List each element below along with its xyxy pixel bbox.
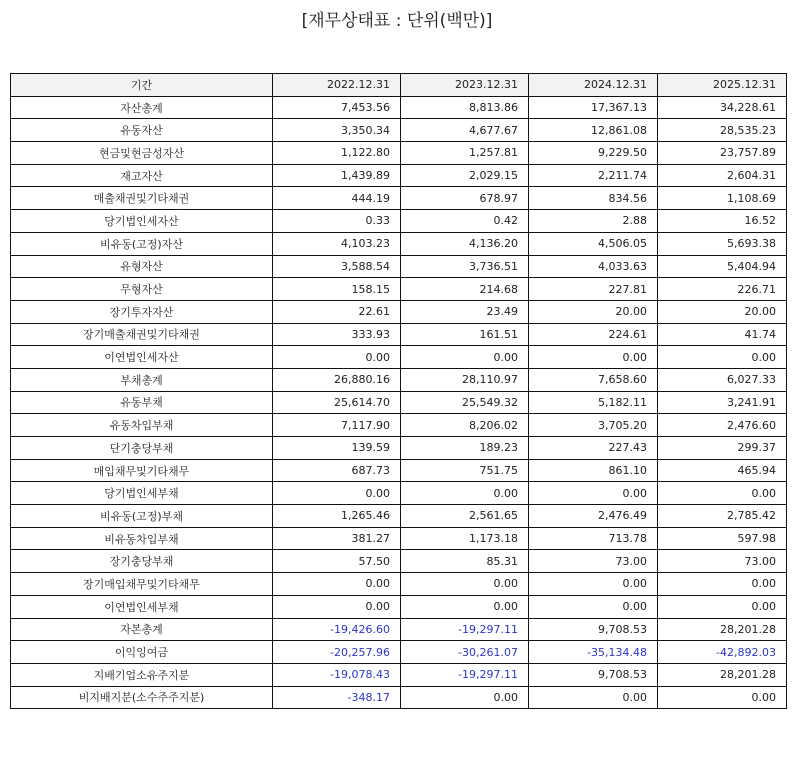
row-label: 비유동차입부채 [11, 527, 273, 550]
value-2025: 2,785.42 [658, 505, 787, 528]
value-2025: 597.98 [658, 527, 787, 550]
value-2023: 28,110.97 [401, 368, 529, 391]
value-2023: 1,173.18 [401, 527, 529, 550]
row-label: 유형자산 [11, 255, 273, 278]
value-2023: 2,561.65 [401, 505, 529, 528]
value-2024: 861.10 [529, 459, 658, 482]
table-row [11, 686, 787, 709]
value-2023: 8,206.02 [401, 414, 529, 437]
value-2024: 73.00 [529, 550, 658, 573]
table-row [11, 96, 787, 119]
value-2025: 0.00 [658, 346, 787, 369]
row-label: 무형자산 [11, 278, 273, 301]
row-label: 장기충당부채 [11, 550, 273, 573]
value-2023: 0.00 [401, 573, 529, 596]
value-2023: 23.49 [401, 300, 529, 323]
table-body [11, 96, 787, 709]
value-2023: -30,261.07 [401, 641, 529, 664]
value-2023: 0.00 [401, 595, 529, 618]
value-2022: 25,614.70 [273, 391, 401, 414]
value-2025: 2,476.60 [658, 414, 787, 437]
value-2023: 161.51 [401, 323, 529, 346]
table-row [11, 595, 787, 618]
value-2024: 2,211.74 [529, 164, 658, 187]
header-2023: 2023.12.31 [401, 74, 529, 97]
row-label: 자본총계 [11, 618, 273, 641]
row-label: 단기충당부채 [11, 437, 273, 460]
value-2025: 73.00 [658, 550, 787, 573]
value-2022: 158.15 [273, 278, 401, 301]
value-2023: 4,136.20 [401, 232, 529, 255]
row-label: 현금및현금성자산 [11, 142, 273, 165]
row-label: 장기투자자산 [11, 300, 273, 323]
value-2025: 5,404.94 [658, 255, 787, 278]
value-2023: 751.75 [401, 459, 529, 482]
value-2025: 226.71 [658, 278, 787, 301]
row-label: 당기법인세부채 [11, 482, 273, 505]
value-2024: 227.81 [529, 278, 658, 301]
value-2023: 2,029.15 [401, 164, 529, 187]
table-row [11, 164, 787, 187]
value-2022: 1,439.89 [273, 164, 401, 187]
value-2025: 28,201.28 [658, 663, 787, 686]
table-row [11, 346, 787, 369]
value-2024: 9,708.53 [529, 618, 658, 641]
table-row [11, 232, 787, 255]
table-row [11, 550, 787, 573]
value-2024: 224.61 [529, 323, 658, 346]
value-2024: 2.88 [529, 210, 658, 233]
value-2022: 22.61 [273, 300, 401, 323]
table-row [11, 119, 787, 142]
value-2023: 85.31 [401, 550, 529, 573]
value-2024: 4,506.05 [529, 232, 658, 255]
value-2024: 0.00 [529, 595, 658, 618]
table-row [11, 437, 787, 460]
value-2024: 4,033.63 [529, 255, 658, 278]
table-row [11, 187, 787, 210]
value-2022: 1,265.46 [273, 505, 401, 528]
row-label: 당기법인세자산 [11, 210, 273, 233]
row-label: 장기매입채무및기타채무 [11, 573, 273, 596]
table-row [11, 573, 787, 596]
value-2024: 5,182.11 [529, 391, 658, 414]
table-row [11, 618, 787, 641]
table-row [11, 142, 787, 165]
value-2022: 3,350.34 [273, 119, 401, 142]
value-2022: 0.33 [273, 210, 401, 233]
value-2023: 8,813.86 [401, 96, 529, 119]
value-2025: 20.00 [658, 300, 787, 323]
table-row [11, 459, 787, 482]
value-2022: -20,257.96 [273, 641, 401, 664]
table-row [11, 663, 787, 686]
row-label: 비유동(고정)부채 [11, 505, 273, 528]
row-label: 이연법인세자산 [11, 346, 273, 369]
value-2025: 0.00 [658, 573, 787, 596]
value-2024: -35,134.48 [529, 641, 658, 664]
balance-sheet-table [10, 73, 787, 709]
value-2023: 0.00 [401, 346, 529, 369]
row-label: 비지배지분(소수주주지분) [11, 686, 273, 709]
table-header-row [11, 74, 787, 97]
row-label: 매출채권및기타채권 [11, 187, 273, 210]
value-2022: 26,880.16 [273, 368, 401, 391]
value-2022: 0.00 [273, 573, 401, 596]
table-row [11, 255, 787, 278]
value-2024: 0.00 [529, 346, 658, 369]
value-2024: 3,705.20 [529, 414, 658, 437]
table-row [11, 505, 787, 528]
value-2025: 28,535.23 [658, 119, 787, 142]
row-label: 자산총계 [11, 96, 273, 119]
value-2024: 9,708.53 [529, 663, 658, 686]
row-label: 이익잉여금 [11, 641, 273, 664]
page-title: [재무상태표 : 단위(백만)] [301, 11, 493, 31]
table-row [11, 368, 787, 391]
value-2023: -19,297.11 [401, 663, 529, 686]
value-2024: 713.78 [529, 527, 658, 550]
value-2022: 0.00 [273, 482, 401, 505]
table-row [11, 323, 787, 346]
row-label: 유동자산 [11, 119, 273, 142]
value-2025: 16.52 [658, 210, 787, 233]
value-2024: 9,229.50 [529, 142, 658, 165]
value-2025: -42,892.03 [658, 641, 787, 664]
value-2022: 3,588.54 [273, 255, 401, 278]
header-period: 기간 [11, 74, 273, 97]
value-2024: 12,861.08 [529, 119, 658, 142]
value-2025: 28,201.28 [658, 618, 787, 641]
table-row [11, 527, 787, 550]
value-2025: 6,027.33 [658, 368, 787, 391]
value-2023: 3,736.51 [401, 255, 529, 278]
value-2025: 299.37 [658, 437, 787, 460]
table-row [11, 300, 787, 323]
row-label: 이연법인세부채 [11, 595, 273, 618]
table-row [11, 482, 787, 505]
value-2023: 678.97 [401, 187, 529, 210]
value-2023: 25,549.32 [401, 391, 529, 414]
value-2025: 2,604.31 [658, 164, 787, 187]
table-row [11, 391, 787, 414]
value-2022: 4,103.23 [273, 232, 401, 255]
value-2024: 227.43 [529, 437, 658, 460]
value-2023: 189.23 [401, 437, 529, 460]
table-row [11, 641, 787, 664]
value-2023: 0.42 [401, 210, 529, 233]
row-label: 재고자산 [11, 164, 273, 187]
value-2022: 687.73 [273, 459, 401, 482]
value-2024: 20.00 [529, 300, 658, 323]
table-row [11, 278, 787, 301]
value-2022: 0.00 [273, 595, 401, 618]
value-2022: 57.50 [273, 550, 401, 573]
value-2023: 0.00 [401, 482, 529, 505]
value-2023: 214.68 [401, 278, 529, 301]
value-2025: 0.00 [658, 595, 787, 618]
value-2024: 834.56 [529, 187, 658, 210]
row-label: 부채총계 [11, 368, 273, 391]
value-2024: 0.00 [529, 482, 658, 505]
value-2024: 0.00 [529, 686, 658, 709]
value-2023: 1,257.81 [401, 142, 529, 165]
value-2022: -19,426.60 [273, 618, 401, 641]
value-2025: 34,228.61 [658, 96, 787, 119]
header-2024: 2024.12.31 [529, 74, 658, 97]
value-2024: 17,367.13 [529, 96, 658, 119]
row-label: 유동차입부채 [11, 414, 273, 437]
value-2023: 0.00 [401, 686, 529, 709]
row-label: 유동부채 [11, 391, 273, 414]
row-label: 장기매출채권및기타채권 [11, 323, 273, 346]
table-row [11, 210, 787, 233]
header-2022: 2022.12.31 [273, 74, 401, 97]
value-2025: 1,108.69 [658, 187, 787, 210]
value-2024: 7,658.60 [529, 368, 658, 391]
row-label: 매입채무및기타채무 [11, 459, 273, 482]
value-2023: -19,297.11 [401, 618, 529, 641]
value-2022: -348.17 [273, 686, 401, 709]
value-2025: 5,693.38 [658, 232, 787, 255]
value-2025: 0.00 [658, 482, 787, 505]
value-2022: -19,078.43 [273, 663, 401, 686]
value-2025: 465.94 [658, 459, 787, 482]
table-row [11, 414, 787, 437]
header-2025: 2025.12.31 [658, 74, 787, 97]
row-label: 비유동(고정)자산 [11, 232, 273, 255]
value-2024: 0.00 [529, 573, 658, 596]
value-2024: 2,476.49 [529, 505, 658, 528]
value-2022: 0.00 [273, 346, 401, 369]
value-2022: 333.93 [273, 323, 401, 346]
value-2025: 41.74 [658, 323, 787, 346]
value-2022: 1,122.80 [273, 142, 401, 165]
value-2025: 0.00 [658, 686, 787, 709]
value-2022: 7,117.90 [273, 414, 401, 437]
value-2025: 3,241.91 [658, 391, 787, 414]
row-label: 지배기업소유주지분 [11, 663, 273, 686]
value-2022: 139.59 [273, 437, 401, 460]
value-2023: 4,677.67 [401, 119, 529, 142]
value-2022: 444.19 [273, 187, 401, 210]
value-2022: 7,453.56 [273, 96, 401, 119]
value-2025: 23,757.89 [658, 142, 787, 165]
value-2022: 381.27 [273, 527, 401, 550]
